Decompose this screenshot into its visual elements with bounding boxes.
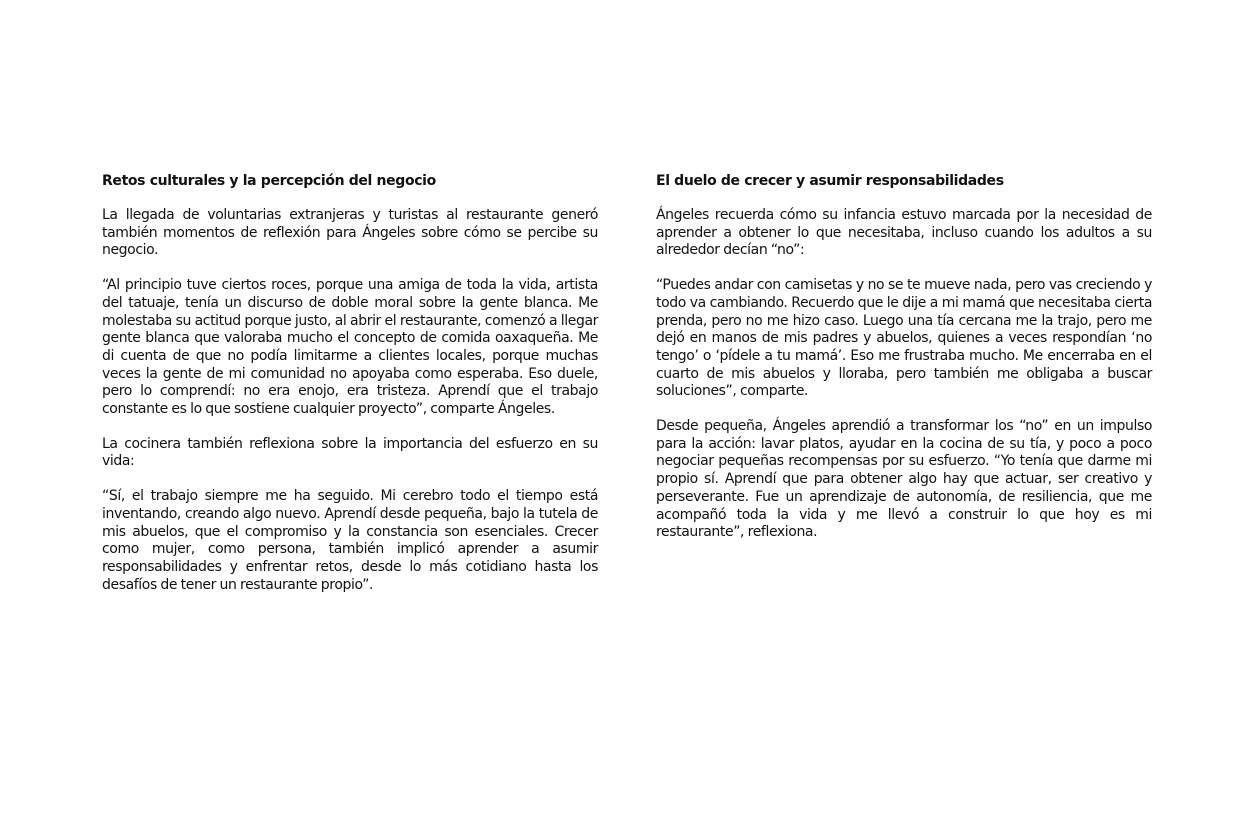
right-column <box>656 172 1152 559</box>
left-section-heading: Retos culturales y la percepción del negocio <box>102 173 436 189</box>
left-paragraph-2-quote: “Al principio tuve ciertos roces, porque una amiga de toda la vida, artista del tatuaje, tenía un discurso de doble moral sobre la gente blanca. Me molestaba su actitud porque justo, al abrir el restaurante, comenzó a llegar gente blanca que valoraba mucho el concepto de comida oaxaqueña. Me di cuenta de que no podía limitarme a clientes locales, porque muchas veces la gente de mi comunidad no apoyaba como esperaba. Eso duele, pero lo comprendí: no era enojo, era tristeza. Aprendí que el trabajo constante es lo que sostiene cualquier proyecto”, comparte Ángeles. <box>102 277 598 418</box>
right-section-heading: El duelo de crecer y asumir responsabilidades <box>656 173 1004 189</box>
right-paragraph-3: Desde pequeña, Ángeles aprendió a transformar los “no” en un impulso para la acción: lavar platos, ayudar en la cocina de su tía, y poco a poco negociar pequeñas recompensas por su esfuerzo. “Yo tenía que darme mi propio sí. Aprendí que para obtener algo hay que actuar, ser creativo y perseverante. Fue un aprendizaje de autonomía, de resiliencia, que me acompañó toda la vida y me llevó a construir lo que hoy es mi restaurante”, reflexiona. <box>656 418 1152 541</box>
left-paragraph-3: La cocinera también reflexiona sobre la importancia del esfuerzo en su vida: <box>102 435 598 470</box>
right-paragraph-2-quote: “Puedes andar con camisetas y no se te mueve nada, pero vas creciendo y todo va cambiando. Recuerdo que le dije a mi mamá que necesitaba cierta prenda, pero no me hizo caso. Luego una tía cercana me la trajo, pero me dejó en manos de mis padres y abuelos, quienes a veces respondían ‘no tengo’ o ‘pídele a tu mamá’. Eso me frustraba mucho. Me encerraba en el cuarto de mis abuelos y lloraba, pero también me obligaba a buscar soluciones”, comparte. <box>656 277 1152 400</box>
left-paragraph-4-quote: “Sí, el trabajo siempre me ha seguido. Mi cerebro todo el tiempo está inventando, creando algo nuevo. Aprendí desde pequeña, bajo la tutela de mis abuelos, que el compromiso y la constancia son esenciales. Crecer como mujer, como persona, también implicó aprender a asumir responsabilidades y enfrentar retos, desde lo más cotidiano hasta los desafíos de tener un restaurante propio”. <box>102 488 598 593</box>
right-paragraph-1: Ángeles recuerda cómo su infancia estuvo marcada por la necesidad de aprender a obtener lo que necesitaba, incluso cuando los adultos a su alrededor decían “no”: <box>656 207 1152 259</box>
left-paragraph-1: La llegada de voluntarias extranjeras y turistas al restaurante generó también momentos de reflexión para Ángeles sobre cómo se percibe su negocio. <box>102 207 598 259</box>
left-column <box>102 172 598 611</box>
